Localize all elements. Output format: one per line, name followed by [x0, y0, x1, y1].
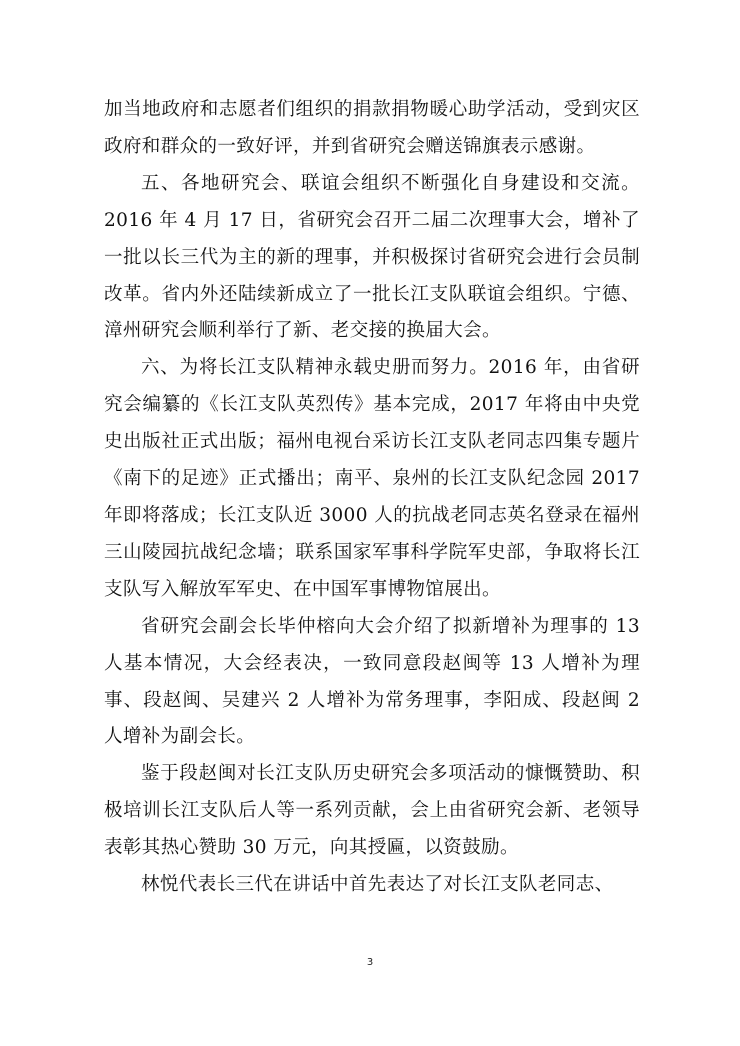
paragraph-new-directors: 省研究会副会长毕仲榕向大会介绍了拟新增补为理事的 13 人基本情况，大会经表决，一致同意段赵闽等 13 人增补为理事、段赵闽、吴建兴 2 人增补为常务理事，李阳成、段赵闽 2 人增补为副会长。 [104, 615, 640, 748]
paragraph-speech: 林悦代表长三代在讲话中首先表达了对长江支队老同志、 [141, 874, 614, 896]
paragraph-continued: 加当地政府和志愿者们组织的捐款捐物暖心助学活动，受到灾区政府和群众的一致好评，并到省研究会赠送锦旗表示感谢。 [104, 99, 640, 157]
paragraph-section-five: 五、各地研究会、联谊会组织不断强化自身建设和交流。2016 年 4 月 17 日，省研究会召开二届二次理事大会，增补了一批以长三代为主的新的理事，并积极探讨省研究会进行会员制改革。省内外还陆续新成立了一批长江支队联谊会组织。宁德、漳州研究会顺利举行了新、老交接的换届大会。 [104, 172, 640, 342]
paragraph-section-six: 六、为将长江支队精神永载史册而努力。2016 年，由省研究会编纂的《长江支队英烈传》基本完成，2017 年将由中央党史出版社正式出版；福州电视台采访长江支队老同志四集专题片《南下的足迹》正式播出；南平、泉州的长江支队纪念园 2017 年即将落成；长江支队近 3000 人的抗战老同志英名登录在福州三山陵园抗战纪念墙；联系国家军事科学院军史部，争取将长江支队写入解放军军史、在中国军事博物馆展出。 [104, 357, 640, 600]
paragraph-commendation: 鉴于段赵闽对长江支队历史研究会多项活动的慷慨赞助、积极培训长江支队后人等一系列贡献，会上由省研究会新、老领导表彰其热心赞助 30 万元，向其授匾，以资鼓励。 [104, 763, 640, 859]
page-number: 3 [366, 957, 374, 968]
body-text [104, 92, 640, 904]
